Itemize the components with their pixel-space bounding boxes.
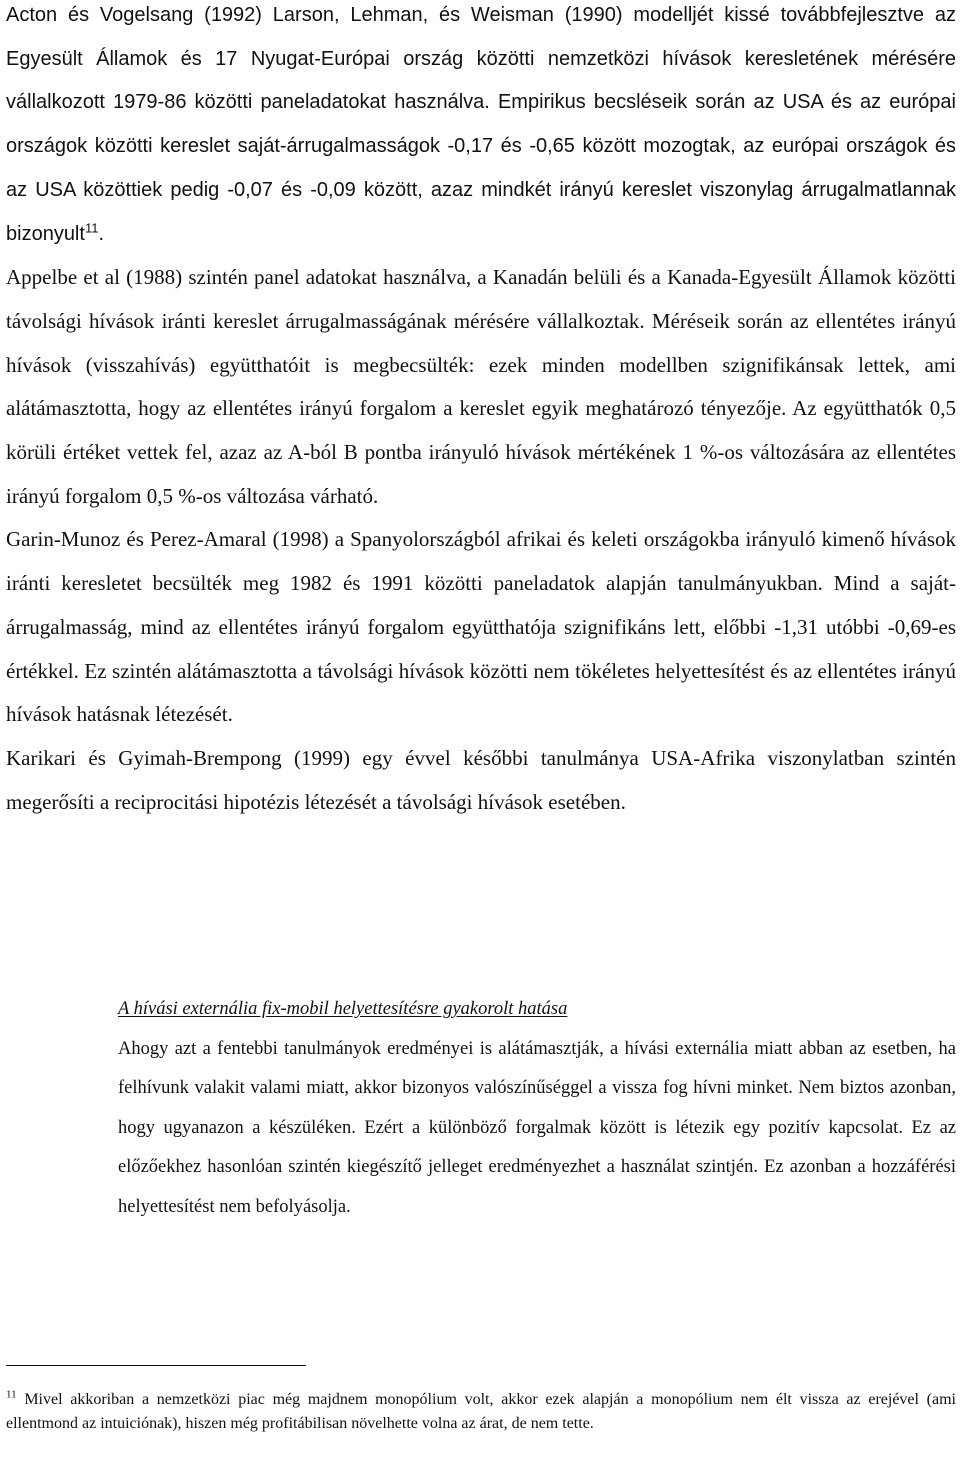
footnote-number: 11 [6, 1388, 17, 1401]
footnote-text: Mivel akkoriban a nemzetközi piac még majdnem monopólium volt, akkor ezek alapján a monopólium nem élt vissza az erejével (ami ellentmond az intuiciónak), hiszen még profitábilisan növelhette volna az árat, de nem tette. [6, 1391, 957, 1432]
footnote [6, 1388, 956, 1435]
section-heading: A hívási externália fix-mobil helyettesítésre gyakorolt hatása [118, 999, 568, 1019]
paragraph-karikari: Karikari és Gyimah-Brempong (1999) egy évvel későbbi tanulmánya USA-Afrika viszonylatban szintén megerősíti a reciprocitási hipotézis létezését a távolsági hívások esetében. [6, 745, 956, 814]
main-text [6, 0, 956, 824]
section-paragraph: Ahogy azt a fentebbi tanulmányok eredményei is alátámasztják, a hívási externália miatt abban az esetben, ha felhívunk valakit valami miatt, akkor bizonyos valószínűséggel a vissza fog hívni minket. Nem biztos azonban, hogy ugyanazon a készüléken. Ezért a különböző forgalmak között is létezik egy pozitív kapcsolat. Ez az előzőekhez hasonlóan szintén kiegészítő jelleget eredményezhet a használat szintjén. Ez azonban a hozzáférési helyettesítést nem befolyásolja. [118, 1038, 956, 1217]
paragraph-acton-vogelsang [6, 0, 956, 256]
paragraph-appelbe: Appelbe et al (1988) szintén panel adatokat használva, a Kanadán belüli és a Kanada-Egyesült Államok közötti távolsági hívások iránti kereslet árrugalmasságának mérésére vállalkoztak. Méréseik során az ellentétes irányú hívások (visszahívás) együtthatóit is megbecsülték: ezek minden modellben szignifikánsak lettek, ami alátámasztotta, hogy az ellentétes irányú forgalom a kereslet egyik meghatározó tényezője. Az együtthatók 0,5 körüli értéket vettek fel, azaz az A-ból B pontba irányuló hívások mértékének 1 %-os változására az ellentétes irányú forgalom 0,5 %-os változása várható. [6, 265, 956, 508]
footnote-reference: 11 [84, 219, 99, 235]
footnote-reference-trail: . [98, 222, 104, 245]
footnote-paragraph [6, 1388, 956, 1435]
paragraph-text: Acton és Vogelsang (1992) Larson, Lehman, és Weisman (1990) modelljét kissé továbbfejlesztve az Egyesült Államok és 17 Nyugat-Európai ország közötti nemzetközi hívások keresletének mérésére vállalkozott 1979-86 közötti paneladatokat használva. Empirikus becsléseik során az USA és az európai országok közötti kereslet saját-árrugalmasságok -0,17 és -0,65 között mozogtak, az európai országok és az USA közöttiek pedig -0,07 és -0,09 között, azaz mindkét irányú kereslet viszonylag árrugalmatlannak bizonyult [6, 4, 956, 245]
paragraph-garin-munoz: Garin-Munoz és Perez-Amaral (1998) a Spanyolországból afrikai és keleti országokba irányuló kimenő hívások iránti keresletet becsülték meg 1982 és 1991 közötti paneladatok alapján tanulmányukban. Mind a saját-árrugalmasság, mind az ellentétes irányú forgalom együtthatója szignifikáns lett, előbbi -1,31 utóbbi -0,69-es értékkel. Ez szintén alátámasztotta a távolsági hívások közötti nem tökéletes helyettesítést és az ellentétes irányú hívások hatásnak létezését. [6, 527, 956, 727]
section-fix-mobil [118, 990, 956, 1227]
footnote-separator [6, 1365, 306, 1366]
